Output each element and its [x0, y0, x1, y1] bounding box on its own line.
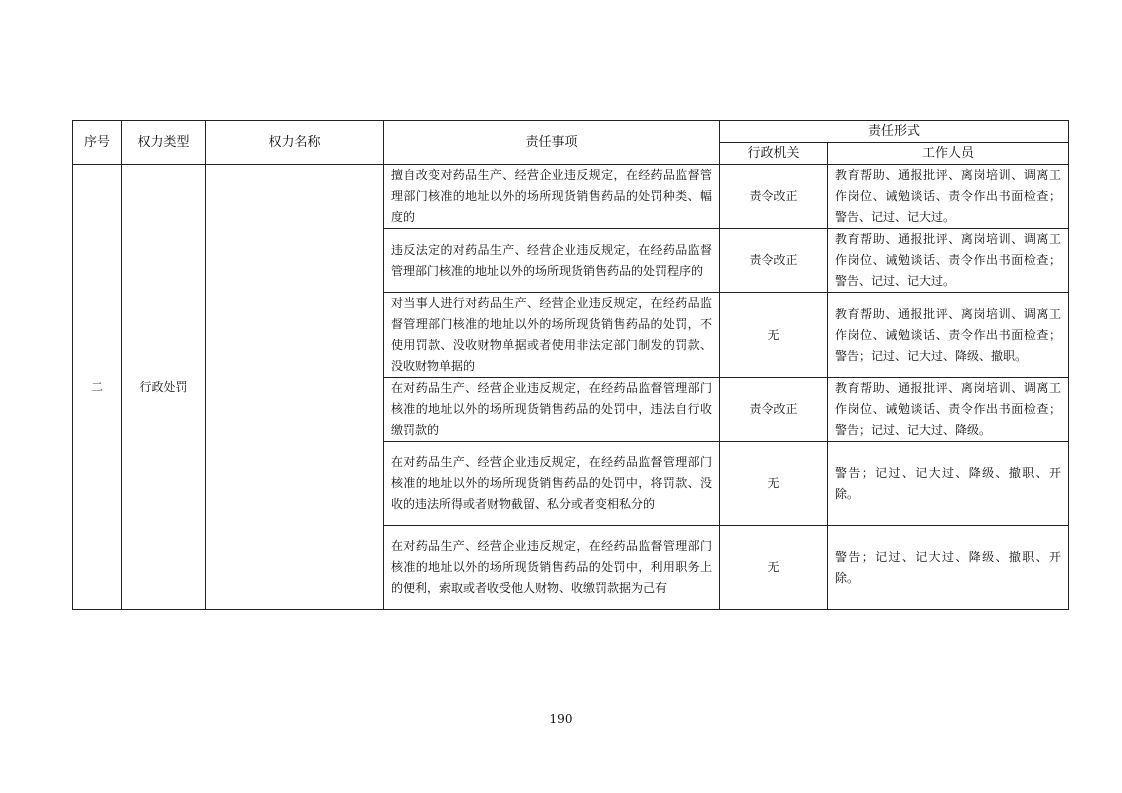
responsibility-item-cell: 对当事人进行对药品生产、经营企业违反规定，在经药品监督管理部门核准的地址以外的场所现货销售药品的处罚，不使用罚款、没收财物单据或者使用非法定部门制发的罚款、没收财物单据的	[384, 293, 720, 378]
header-seq: 序号	[73, 121, 122, 165]
admin-agency-cell: 无	[720, 442, 828, 526]
group-seq-cell: 二	[73, 165, 122, 610]
staff-cell: 警告；记过、记大过、降级、撤职、开除。	[828, 526, 1069, 610]
staff-cell: 教育帮助、通报批评、离岗培训、调离工作岗位、诫勉谈话、责令作出书面检查；警告；记过、记大过、降级。	[828, 378, 1069, 442]
responsibility-item-cell: 违反法定的对药品生产、经营企业违反规定，在经药品监督管理部门核准的地址以外的场所现货销售药品的处罚程序的	[384, 229, 720, 293]
page-number: 190	[549, 712, 573, 726]
header-responsibility-form: 责任形式	[720, 121, 1069, 143]
group-power-type-cell: 行政处罚	[122, 165, 206, 610]
table-row	[73, 165, 1069, 229]
admin-agency-cell: 责令改正	[720, 229, 828, 293]
staff-cell: 教育帮助、通报批评、离岗培训、调离工作岗位、诫勉谈话、责令作出书面检查；警告、记过、记大过。	[828, 165, 1069, 229]
staff-cell: 教育帮助、通报批评、离岗培训、调离工作岗位、诫勉谈话、责令作出书面检查；警告；记过、记大过、降级、撤职。	[828, 293, 1069, 378]
group-power-name-cell	[206, 165, 384, 610]
admin-agency-cell: 责令改正	[720, 165, 828, 229]
admin-agency-cell: 无	[720, 526, 828, 610]
responsibility-item-cell: 在对药品生产、经营企业违反规定，在经药品监督管理部门核准的地址以外的场所现货销售药品的处罚中，利用职务上的便利，索取或者收受他人财物、收缴罚款据为己有	[384, 526, 720, 610]
responsibility-table-container	[72, 120, 1068, 610]
responsibility-table	[72, 120, 1069, 610]
header-admin-agency: 行政机关	[720, 143, 828, 165]
admin-agency-cell: 责令改正	[720, 378, 828, 442]
staff-cell: 教育帮助、通报批评、离岗培训、调离工作岗位、诫勉谈话、责令作出书面检查；警告、记过、记大过。	[828, 229, 1069, 293]
header-staff: 工作人员	[828, 143, 1069, 165]
header-responsibility-items: 责任事项	[384, 121, 720, 165]
responsibility-item-cell: 在对药品生产、经营企业违反规定，在经药品监督管理部门核准的地址以外的场所现货销售药品的处罚中，将罚款、没收的违法所得或者财物截留、私分或者变相私分的	[384, 442, 720, 526]
responsibility-item-cell: 在对药品生产、经营企业违反规定，在经药品监督管理部门核准的地址以外的场所现货销售药品的处罚中，违法自行收缴罚款的	[384, 378, 720, 442]
admin-agency-cell: 无	[720, 293, 828, 378]
header-power-type: 权力类型	[122, 121, 206, 165]
header-power-name: 权力名称	[206, 121, 384, 165]
responsibility-item-cell: 擅自改变对药品生产、经营企业违反规定，在经药品监督管理部门核准的地址以外的场所现货销售药品的处罚种类、幅度的	[384, 165, 720, 229]
staff-cell: 警告；记过、记大过、降级、撤职、开除。	[828, 442, 1069, 526]
